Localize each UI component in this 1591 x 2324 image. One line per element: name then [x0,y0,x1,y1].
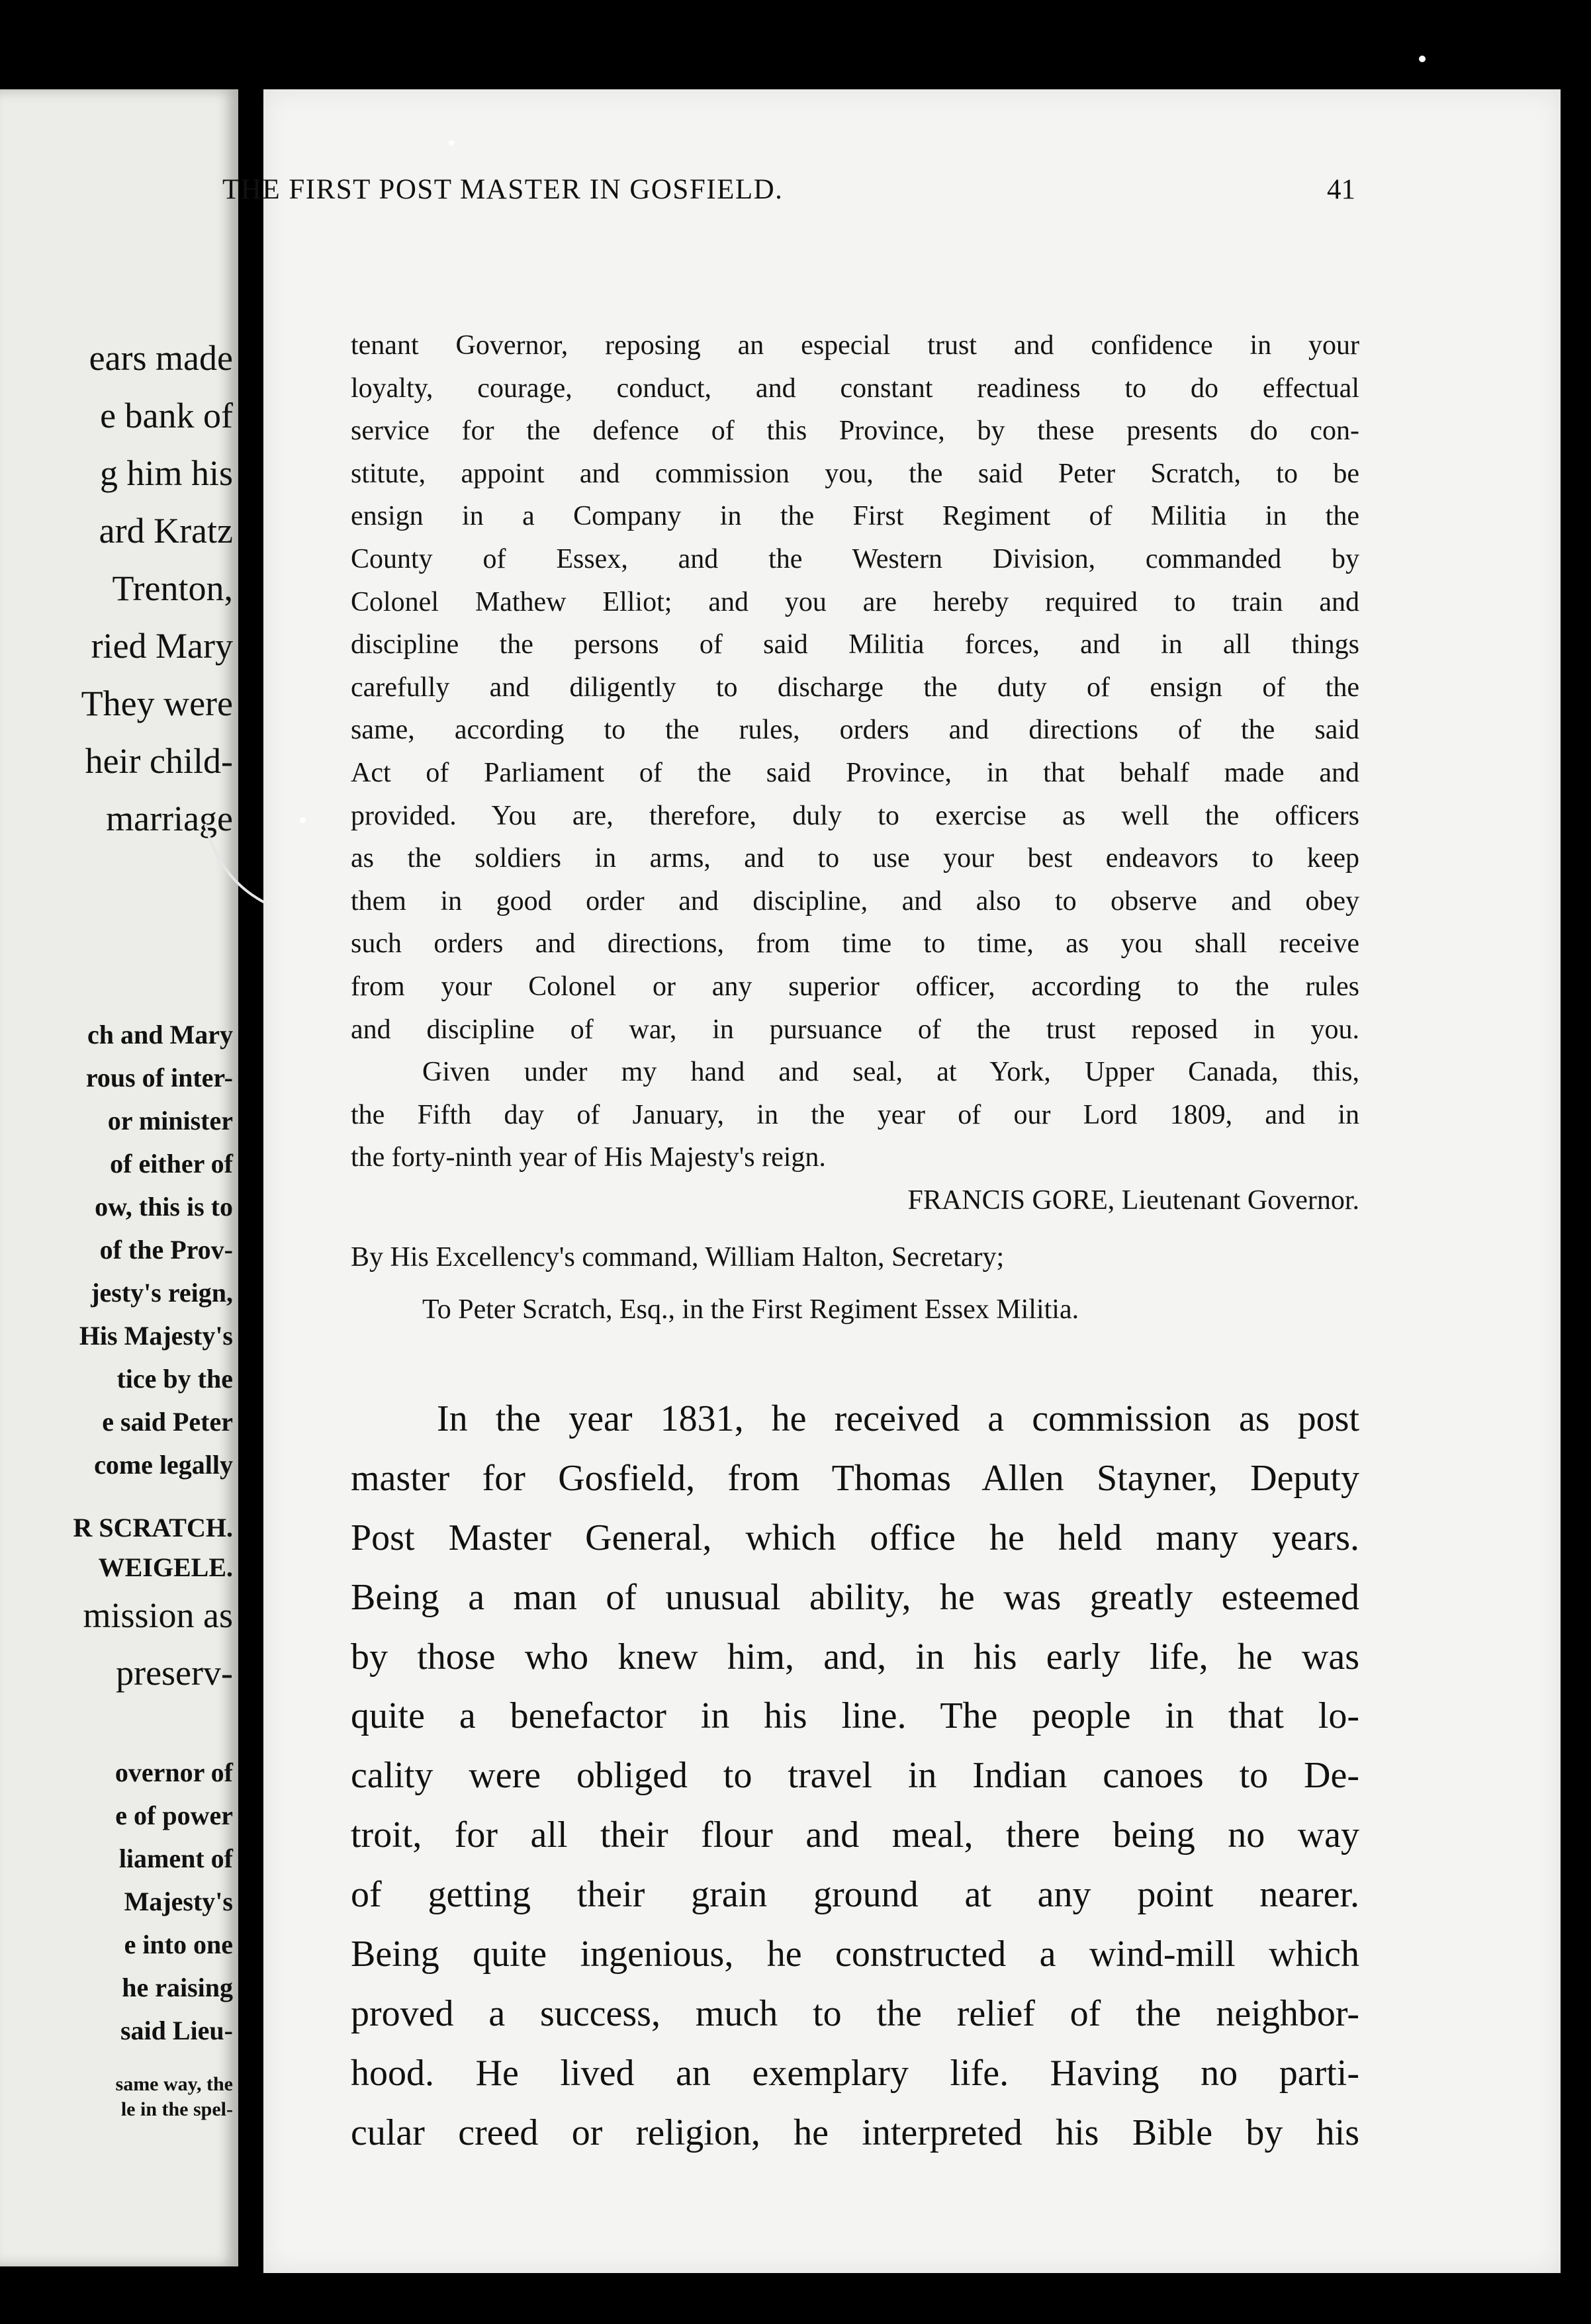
left-fragment-line: liament of [118,1844,233,1873]
left-fragment-line: ow, this is to [95,1192,233,1222]
left-fragment-line: ears made [89,338,233,378]
left-page-fragment [0,89,238,2266]
commission-line: from your Colonel or any superior officer, according to the rules [351,971,1359,1002]
commission-line: service for the defence of this Province, by these presents do con- [351,416,1359,447]
body-paragraph [351,1390,1359,2163]
left-fragment-line: same way, the [115,2073,233,2095]
scan-dust-speck [449,140,454,146]
signature-line: FRANCIS GORE, Lieutenant Governor. [907,1184,1359,1216]
left-fragment-line: g him his [99,453,233,493]
commission-line: loyalty, courage, conduct, and constant readiness to do effectual [351,373,1359,404]
scan-dust-speck [1419,56,1426,62]
commission-line: Act of Parliament of the said Province, in that behalf made and [351,757,1359,788]
body-line: Post Master General, which office he held many years. [351,1517,1359,1558]
left-fragment-line: overnor of [114,1758,233,1787]
commission-line: Colonel Mathew Elliot; and you are hereby required to train and [351,586,1359,617]
body-line: master for Gosfield, from Thomas Allen Stayner, Deputy [351,1457,1359,1499]
commission-text [351,324,1359,1331]
left-fragment-line: heir child- [85,741,233,781]
body-line: quite a benefactor in his line. The people in that lo- [351,1695,1359,1737]
commission-line: carefully and diligently to discharge the duty of ensign of the [351,672,1359,703]
left-fragment-line: of the Prov- [99,1235,233,1265]
body-line: proved a success, much to the relief of the neighbor- [351,1992,1359,2034]
left-fragment-line: of either of [110,1149,233,1179]
body-line: Being a man of unusual ability, he was greatly esteemed [351,1576,1359,1618]
left-fragment-line: come legally [94,1450,233,1480]
given-line: Given under my hand and seal, at York, Upper Canada, this, [422,1057,1359,1088]
commission-line: same, according to the rules, orders and directions of the said [351,715,1359,746]
commission-line: tenant Governor, reposing an especial trust and confidence in your [351,330,1359,361]
left-fragment-line: Trenton, [112,568,233,608]
left-fragment-line: e into one [124,1930,233,1959]
running-title: THE FIRST POST MASTER IN GOSFIELD. [222,174,784,205]
left-fragment-line: rous of inter- [85,1063,233,1093]
by-command-line: By His Excellency's command, William Halton, Secretary; [351,1242,1005,1273]
commission-line: such orders and directions, from time to time, as you shall receive [351,928,1359,960]
left-fragment-line: preserv- [116,1653,233,1693]
commission-line: County of Essex, and the Western Division, commanded by [351,543,1359,574]
left-fragment-line: ch and Mary [87,1020,233,1050]
commission-line: and discipline of war, in pursuance of the trust reposed in you. [351,1014,1359,1045]
left-fragment-line: e of power [115,1801,233,1830]
commission-line: as the soldiers in arms, and to use your best endeavors to keep [351,843,1359,874]
left-fragment-line: ried Mary [91,626,233,666]
body-line: of getting their grain ground at any point nearer. [351,1874,1359,1916]
commission-line: provided. You are, therefore, duly to exercise as well the officers [351,800,1359,831]
body-line: by those who knew him, and, in his early life, he was [351,1636,1359,1677]
running-head [222,173,1355,220]
body-line: hood. He lived an exemplary life. Having no parti- [351,2052,1359,2094]
page-number: 41 [1327,174,1355,205]
left-fragment-line: e said Peter [102,1407,233,1437]
left-fragment-line: They were [81,684,233,723]
commission-line: them in good order and discipline, and also to observe and obey [351,885,1359,916]
left-signature-line: R SCRATCH. [73,1513,233,1542]
left-fragment-line: Majesty's [124,1887,233,1916]
commission-line: stitute, appoint and commission you, the said Peter Scratch, to be [351,458,1359,489]
left-signature-line: WEIGELE. [98,1552,233,1582]
left-fragment-line: His Majesty's [79,1321,233,1351]
addressee-line: To Peter Scratch, Esq., in the First Regiment Essex Militia. [422,1294,1079,1325]
commission-line: discipline the persons of said Militia forces, and in all things [351,629,1359,660]
left-fragment-line: le in the spel- [120,2098,233,2120]
body-line: In the year 1831, he received a commission as post [437,1398,1359,1439]
scan-dust-speck [300,817,306,823]
body-line: cality were obliged to travel in Indian canoes to De- [351,1755,1359,1797]
left-fragment-line: or minister [107,1106,233,1136]
body-line: cular creed or religion, he interpreted his Bible by his [351,2112,1359,2153]
commission-line: ensign in a Company in the First Regiment of Militia in the [351,501,1359,532]
left-fragment-line: said Lieu- [120,2016,233,2045]
left-fragment-line: marriage [106,799,233,838]
left-fragment-line: ard Kratz [99,511,233,551]
left-fragment-line: e bank of [100,396,233,435]
given-line: the Fifth day of January, in the year of our Lord 1809, and in [351,1099,1359,1130]
left-fragment-line: jesty's reign, [91,1278,233,1308]
left-fragment-line: tice by the [116,1364,233,1394]
body-line: Being quite ingenious, he constructed a wind-mill which [351,1934,1359,1975]
left-fragment-line: mission as [83,1595,233,1635]
left-fragment-line: he raising [122,1973,233,2002]
given-line: the forty-ninth year of His Majesty's reign. [351,1142,826,1173]
body-line: troit, for all their flour and meal, there being no way [351,1814,1359,1856]
